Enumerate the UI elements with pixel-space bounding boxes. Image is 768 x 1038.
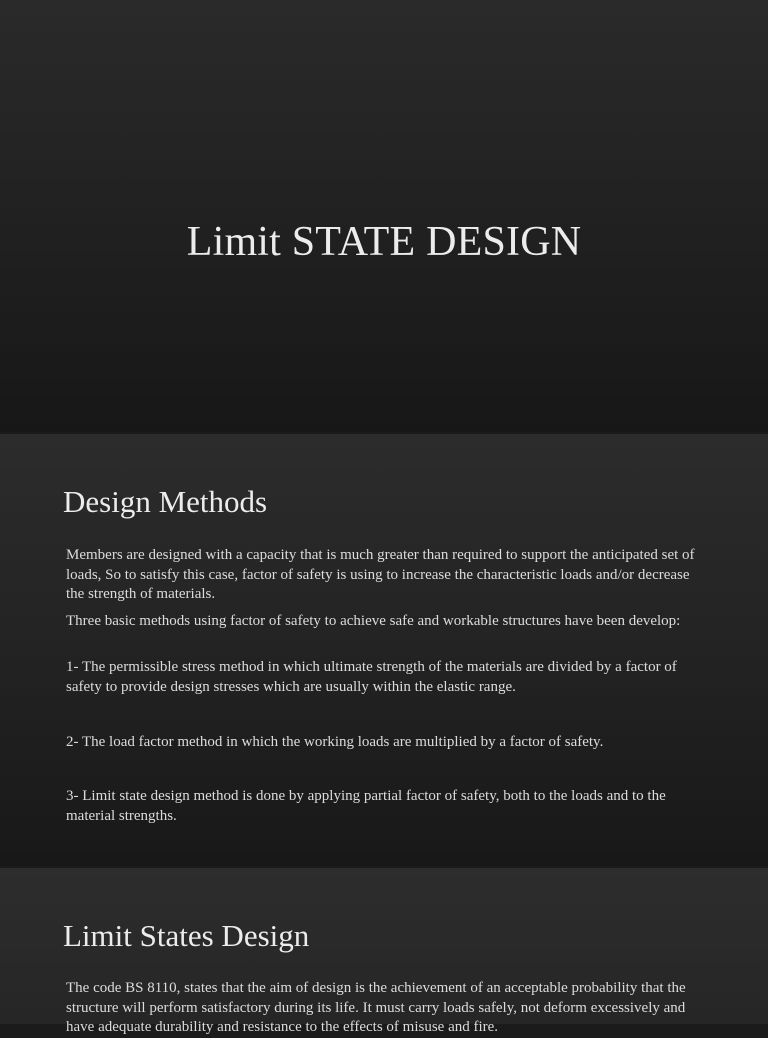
method-3-paragraph: 3- Limit state design method is done by applying partial factor of safety, both to the loads and to the material strengths. <box>66 788 666 824</box>
intro-paragraph: Members are designed with a capacity that is much greater than required to support the anticipated set of loads, So to satisfy this case, factor of safety is using to increase the characteristic loads and/or decrease the strength of materials. <box>66 547 695 602</box>
methods-intro-paragraph: Three basic methods using factor of safety to achieve safe and workable structures have been develop: <box>66 613 681 629</box>
presentation-title: Limit STATE DESIGN <box>186 219 582 265</box>
limit-states-design-slide <box>0 868 768 1035</box>
bs8110-paragraph: The code BS 8110, states that the aim of design is the achievement of an acceptable probability that the structure will perform satisfactory during its life. It must carry loads safely, not deform excessively and have adequate durability and resistance to the effects of misuse and fire. <box>66 980 686 1035</box>
title-slide <box>0 0 768 432</box>
slide-heading: Design Methods <box>63 484 268 519</box>
method-1-paragraph: 1- The permissible stress method in which ultimate strength of the materials are divided by a factor of safety to provide design stresses which are usually within the elastic range. <box>66 659 677 695</box>
method-2-paragraph: 2- The load factor method in which the working loads are multiplied by a factor of safety. <box>66 734 604 750</box>
slide-heading: Limit States Design <box>63 918 310 953</box>
design-methods-slide <box>0 434 768 866</box>
